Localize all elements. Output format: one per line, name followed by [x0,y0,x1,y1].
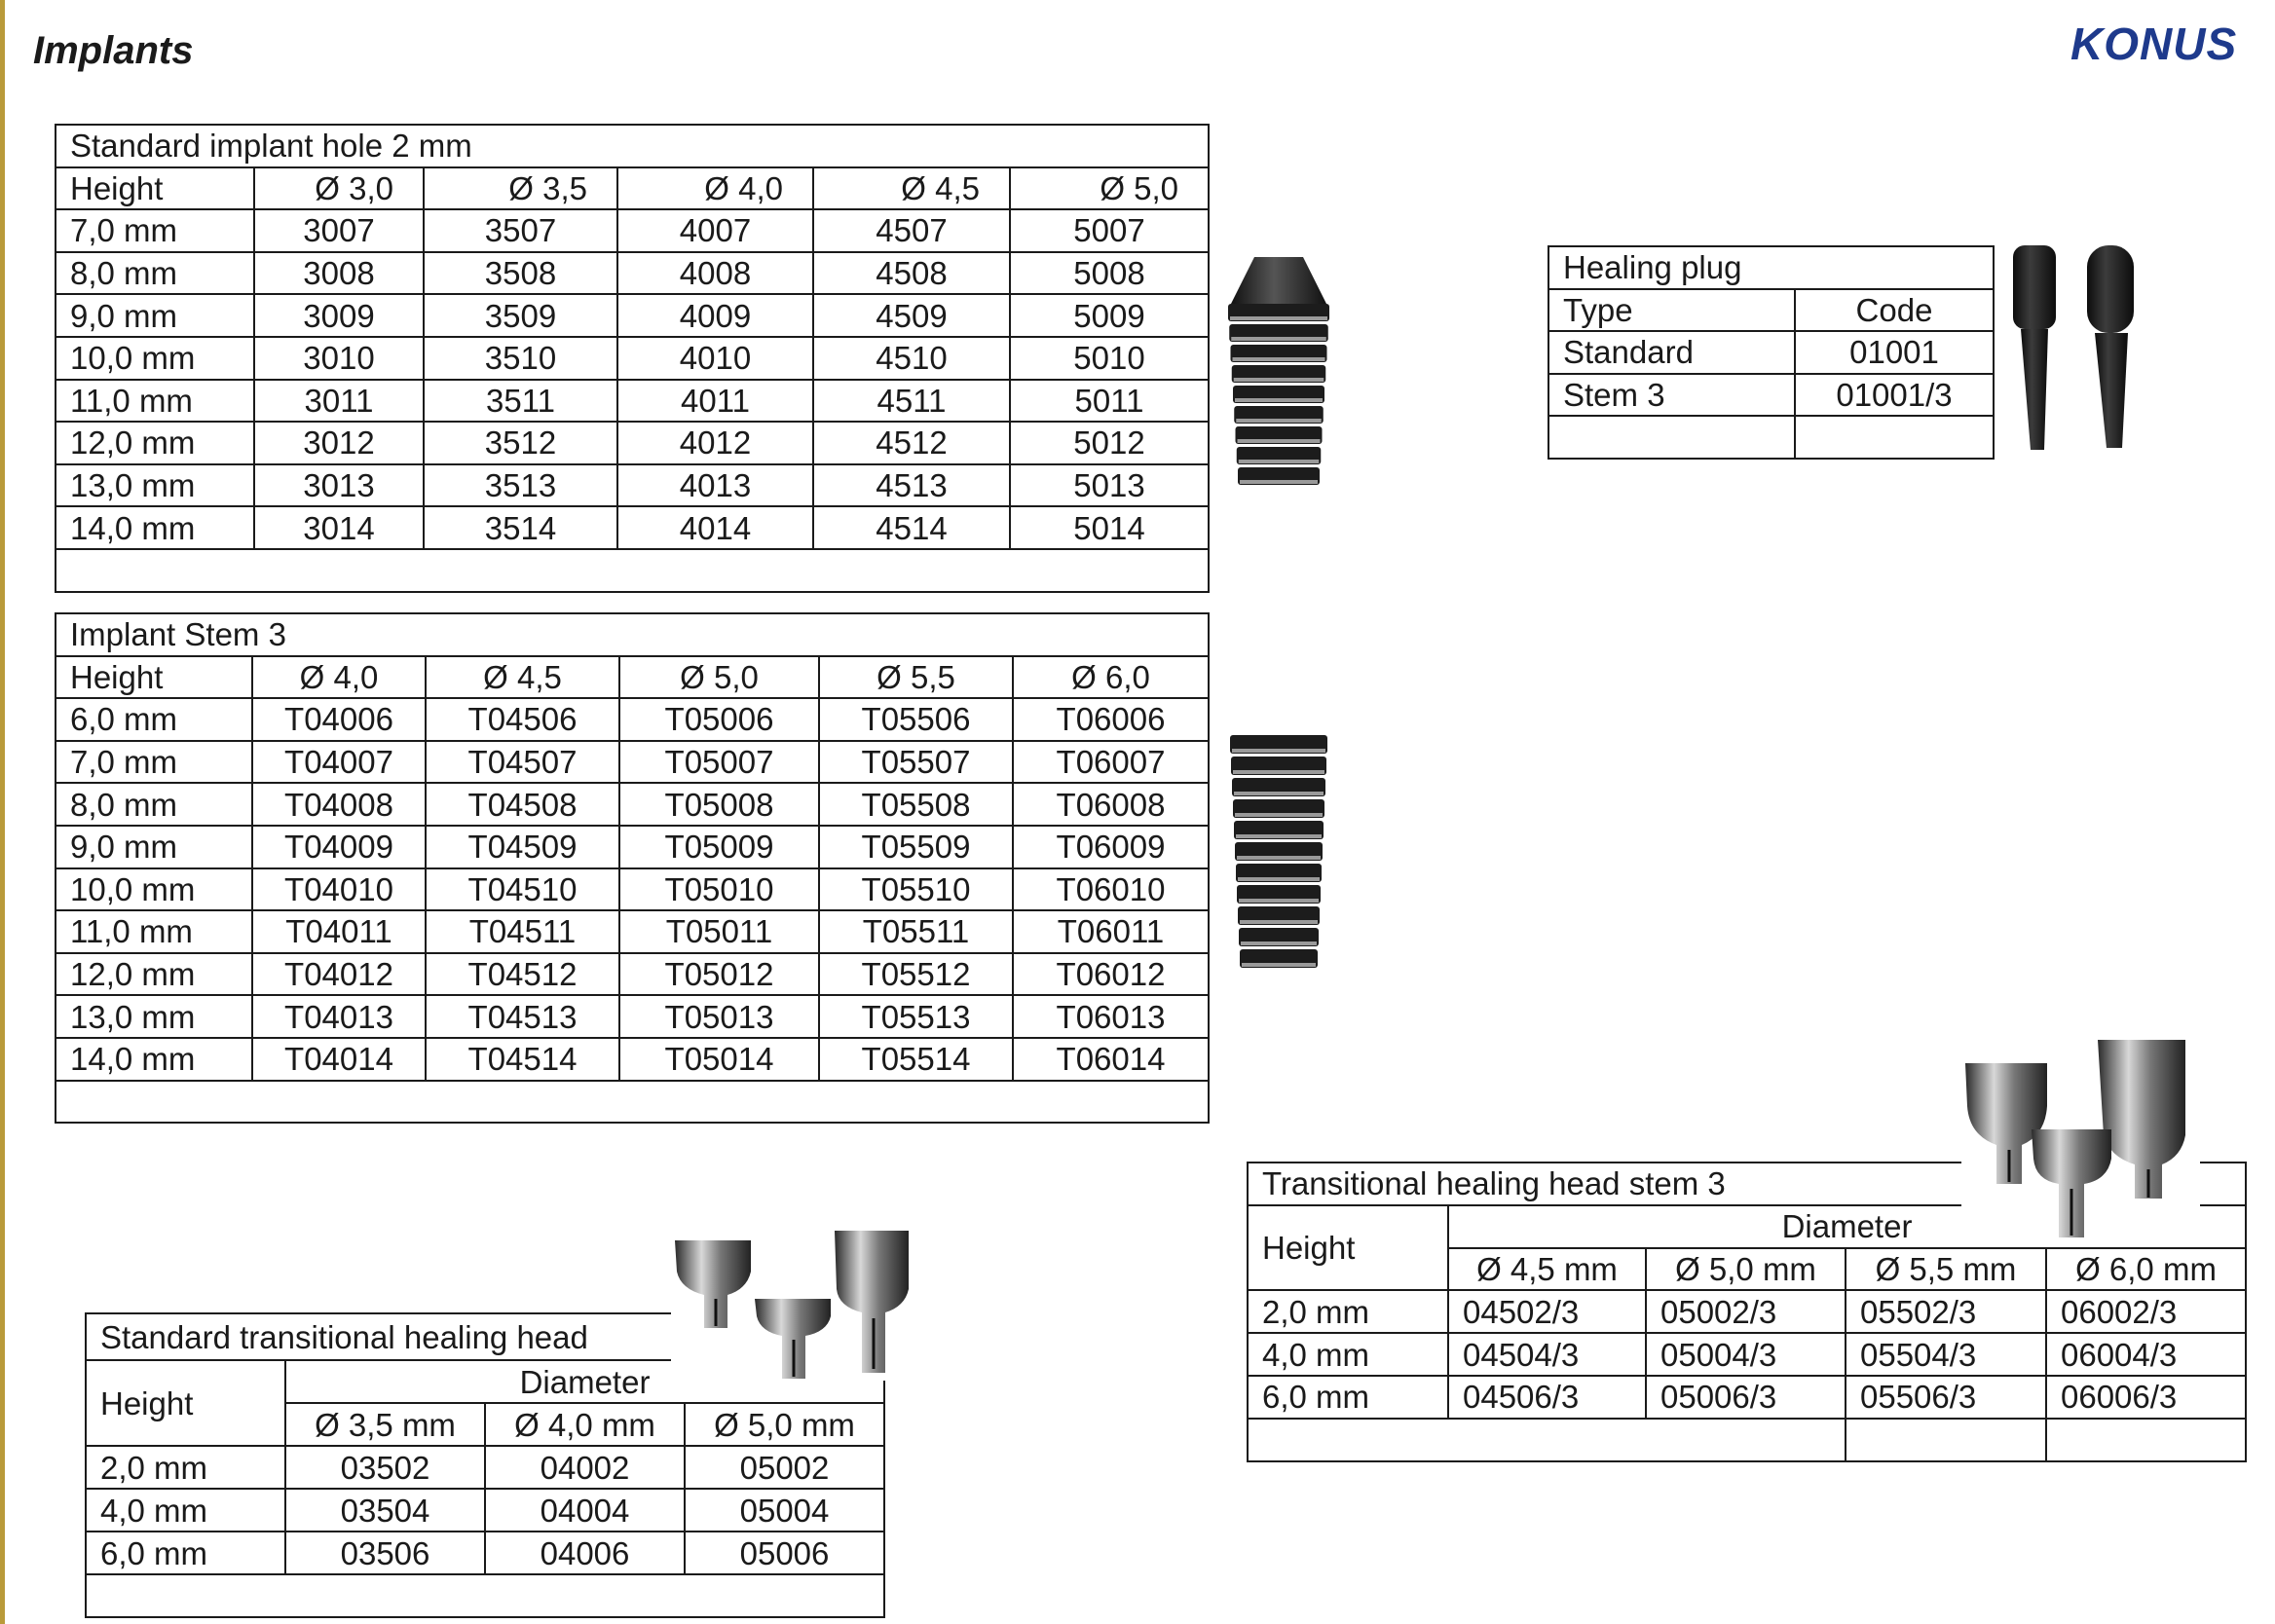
product-code: 4008 [617,252,813,295]
row-label: 11,0 mm [56,380,254,423]
empty-cell [1548,416,1795,459]
product-code: 3513 [424,464,617,507]
empty-cell [1846,1419,2046,1461]
implant-thread-highlight [1240,480,1318,484]
column-header: Code [1795,289,1994,332]
product-code: T04513 [426,995,619,1038]
column-header: Ø 6,0 mm [2046,1248,2246,1291]
product-code: T04010 [252,868,426,911]
product-code: T05014 [619,1038,819,1081]
product-code: 05004 [685,1489,884,1532]
height-header: Height [1248,1205,1448,1291]
product-code: T06014 [1013,1038,1209,1081]
product-code: 05004/3 [1646,1333,1846,1376]
product-code: 01001 [1795,331,1994,374]
product-code: 04002 [485,1446,685,1489]
product-code: 5011 [1010,380,1209,423]
product-code: 04004 [485,1489,685,1532]
implant-thread-highlight [1231,337,1326,341]
product-code: 5012 [1010,422,1209,464]
product-code: T05513 [819,995,1013,1038]
table-row [56,910,1209,953]
product-code: 03504 [285,1489,485,1532]
product-code: 04502/3 [1448,1290,1646,1333]
product-code: 4011 [617,380,813,423]
implant-thread-highlight [1235,398,1323,402]
table-row [56,252,1209,295]
row-label: 9,0 mm [56,826,252,868]
table-row [56,337,1209,380]
standard-implant-table [55,124,1210,593]
implant-thread-highlight [1234,378,1324,382]
product-code: 4512 [813,422,1010,464]
implant-thread-highlight [1238,439,1321,443]
table-row [56,380,1209,423]
product-code: 06002/3 [2046,1290,2246,1333]
table-row [1548,331,1994,374]
product-code: 4010 [617,337,813,380]
product-code: 05504/3 [1846,1333,2046,1376]
row-label: 6,0 mm [1248,1376,1448,1419]
row-label: 10,0 mm [56,337,254,380]
product-code: 4511 [813,380,1010,423]
product-code: T04514 [426,1038,619,1081]
implant-thread-highlight [1240,920,1318,924]
column-header: Ø 5,0 [1010,167,1209,210]
product-code: 01001/3 [1795,374,1994,417]
row-label: 7,0 mm [56,209,254,252]
implant-thread-highlight [1236,419,1322,423]
product-code: T04506 [426,698,619,741]
product-code: T05507 [819,741,1013,784]
product-code: T04009 [252,826,426,868]
table-row [56,868,1209,911]
column-header: Ø 4,5 [813,167,1010,210]
implant-thread-highlight [1233,770,1324,774]
row-label: 4,0 mm [1248,1333,1448,1376]
healing-plug-table [1548,245,1995,460]
table-row [86,1446,884,1489]
standard-implant-image [1225,255,1332,491]
row-label: 10,0 mm [56,868,252,911]
product-code: 5008 [1010,252,1209,295]
column-header: Ø 5,5 [819,656,1013,699]
column-header: Ø 3,5 [424,167,617,210]
table-title: Implant Stem 3 [56,613,1209,656]
diameter-group-header: Diameter [285,1360,884,1403]
column-header: Ø 5,5 mm [1846,1248,2046,1291]
row-label: 4,0 mm [86,1489,285,1532]
product-code: 5014 [1010,506,1209,549]
column-header: Ø 4,5 [426,656,619,699]
table-blank-row [86,1574,884,1617]
product-code: 03502 [285,1446,485,1489]
product-code: 05002/3 [1646,1290,1846,1333]
product-code: 4509 [813,294,1010,337]
product-code: 3510 [424,337,617,380]
product-code: T04006 [252,698,426,741]
empty-cell [2046,1419,2246,1461]
product-code: T05506 [819,698,1013,741]
table-row [56,422,1209,464]
column-header: Height [56,656,252,699]
column-header: Ø 5,0 mm [685,1403,884,1446]
implant-thread-highlight [1237,856,1321,860]
column-header: Height [56,167,254,210]
table-title: Standard implant hole 2 mm [56,125,1209,167]
table-title-row [56,125,1209,167]
product-code: 3014 [254,506,424,549]
page-title: Implants [33,29,194,72]
column-header: Type [1548,289,1795,332]
product-code: 3008 [254,252,424,295]
product-code: T05011 [619,910,819,953]
brand-logo: KONUS [2070,18,2238,69]
product-code: 3012 [254,422,424,464]
product-code: T04509 [426,826,619,868]
row-label: 6,0 mm [56,698,252,741]
row-label: 12,0 mm [56,422,254,464]
column-header: Ø 3,0 [254,167,424,210]
product-code: 06006/3 [2046,1376,2246,1419]
table-row [56,506,1209,549]
column-header: Ø 4,5 mm [1448,1248,1646,1291]
column-header: Ø 6,0 [1013,656,1209,699]
product-code: T04008 [252,783,426,826]
product-code: T06011 [1013,910,1209,953]
implant-thread-highlight [1239,460,1320,463]
product-code: T06008 [1013,783,1209,826]
product-code: T06006 [1013,698,1209,741]
product-code: 5010 [1010,337,1209,380]
product-code: T05006 [619,698,819,741]
product-code: T06010 [1013,868,1209,911]
product-code: 4508 [813,252,1010,295]
table-row [56,783,1209,826]
implant-thread-highlight [1239,899,1319,903]
column-header: Ø 4,0 [252,656,426,699]
row-label: 11,0 mm [56,910,252,953]
healing-plug-image [2009,243,2157,456]
table-row [56,741,1209,784]
product-code: 4514 [813,506,1010,549]
row-label: 13,0 mm [56,464,254,507]
empty-cell [86,1574,884,1617]
row-label: 9,0 mm [56,294,254,337]
product-code: 4007 [617,209,813,252]
table-row [56,953,1209,996]
table-row [86,1532,884,1574]
implant-thread-highlight [1233,357,1325,361]
product-code: 3509 [424,294,617,337]
implant-thread-highlight [1235,813,1323,817]
row-label: 7,0 mm [56,741,252,784]
product-code: T06013 [1013,995,1209,1038]
column-header: Ø 4,0 [617,167,813,210]
product-code: T04014 [252,1038,426,1081]
product-code: 4014 [617,506,813,549]
table-row [56,1038,1209,1081]
product-code: T05508 [819,783,1013,826]
product-code: 4507 [813,209,1010,252]
implant-stem3-image [1225,733,1332,972]
product-code: 3514 [424,506,617,549]
implant-thread-highlight [1236,834,1322,838]
product-code: 4009 [617,294,813,337]
implant-thread-highlight [1230,316,1327,320]
product-code: 3508 [424,252,617,295]
row-label: 14,0 mm [56,506,254,549]
product-code: T04007 [252,741,426,784]
product-code: 05006/3 [1646,1376,1846,1419]
table-title: Healing plug [1548,246,1994,289]
row-label: 8,0 mm [56,252,254,295]
standard-transitional-healing-head-image [671,1227,914,1381]
empty-cell [1795,416,1994,459]
product-code: T06012 [1013,953,1209,996]
product-code: T05007 [619,741,819,784]
row-label: 14,0 mm [56,1038,252,1081]
row-label: Stem 3 [1548,374,1795,417]
product-code: 3013 [254,464,424,507]
product-code: 04506/3 [1448,1376,1646,1419]
implant-thread-highlight [1234,792,1324,795]
row-label: 13,0 mm [56,995,252,1038]
column-header: Ø 5,0 [619,656,819,699]
row-label: 8,0 mm [56,783,252,826]
product-code: T05012 [619,953,819,996]
table-title-row [56,613,1209,656]
row-label: 12,0 mm [56,953,252,996]
product-code: 05002 [685,1446,884,1489]
product-code: T05510 [819,868,1013,911]
product-code: 04504/3 [1448,1333,1646,1376]
product-code: 03506 [285,1532,485,1574]
product-code: 3507 [424,209,617,252]
product-code: T05013 [619,995,819,1038]
product-code: T05009 [619,826,819,868]
product-code: 04006 [485,1532,685,1574]
product-code: 4012 [617,422,813,464]
column-header: Ø 3,5 mm [285,1403,485,1446]
product-code: T04508 [426,783,619,826]
empty-cell [56,1081,1209,1124]
product-code: T05514 [819,1038,1013,1081]
product-code: 4510 [813,337,1010,380]
product-code: T04011 [252,910,426,953]
product-code: 3009 [254,294,424,337]
product-code: T05512 [819,953,1013,996]
table-row [1248,1376,2246,1419]
product-code: T04507 [426,741,619,784]
product-code: 3511 [424,380,617,423]
product-code: 3512 [424,422,617,464]
column-header: Ø 5,0 mm [1646,1248,1846,1291]
product-code: 05506/3 [1846,1376,2046,1419]
product-code: 3011 [254,380,424,423]
product-code: T05010 [619,868,819,911]
product-code: T06007 [1013,741,1209,784]
row-label: 6,0 mm [86,1532,285,1574]
implant-stem3-table [55,612,1210,1124]
table-row [56,995,1209,1038]
table-row [86,1489,884,1532]
product-code: 4513 [813,464,1010,507]
row-label: Standard [1548,331,1795,374]
table-blank-row [1548,416,1994,459]
page-edge-rule [0,0,5,1624]
empty-cell [56,549,1209,592]
product-code: 05502/3 [1846,1290,2046,1333]
table-blank-row [1248,1419,2246,1461]
table-row [1248,1333,2246,1376]
product-code: T05008 [619,783,819,826]
row-label: 2,0 mm [1248,1290,1448,1333]
product-code: T04012 [252,953,426,996]
table-row [1248,1290,2246,1333]
column-header: Ø 4,0 mm [485,1403,685,1446]
table-row [56,826,1209,868]
table-header-row [1548,289,1994,332]
product-code: 5007 [1010,209,1209,252]
height-header: Height [86,1360,285,1446]
product-code: 06004/3 [2046,1333,2246,1376]
implant-thread-highlight [1232,749,1325,753]
table-title: Transitional healing head stem 3 [1248,1163,2246,1205]
table-blank-row [56,1081,1209,1124]
table-row [56,464,1209,507]
table-row [1548,374,1994,417]
implant-thread-highlight [1238,877,1320,881]
product-code: T05511 [819,910,1013,953]
table-header-row [56,656,1209,699]
table-row [56,294,1209,337]
table-header-row [56,167,1209,210]
row-label: 2,0 mm [86,1446,285,1489]
product-code: T04512 [426,953,619,996]
implant-thread-highlight [1241,941,1317,945]
diameter-group-header: Diameter [1448,1205,2246,1248]
table-row [56,209,1209,252]
product-code: 05006 [685,1532,884,1574]
product-code: T04510 [426,868,619,911]
product-code: 4013 [617,464,813,507]
table-row [56,698,1209,741]
empty-cell [1248,1419,1846,1461]
product-code: T05509 [819,826,1013,868]
table-title-row [1548,246,1994,289]
transitional-healing-head-stem3-image [1961,1038,2200,1242]
product-code: T04013 [252,995,426,1038]
product-code: T06009 [1013,826,1209,868]
table-blank-row [56,549,1209,592]
implant-thread-highlight [1242,963,1316,967]
product-code: 3010 [254,337,424,380]
product-code: 5009 [1010,294,1209,337]
product-code: 5013 [1010,464,1209,507]
table-title: Standard transitional healing head [86,1313,884,1360]
product-code: 3007 [254,209,424,252]
product-code: T04511 [426,910,619,953]
